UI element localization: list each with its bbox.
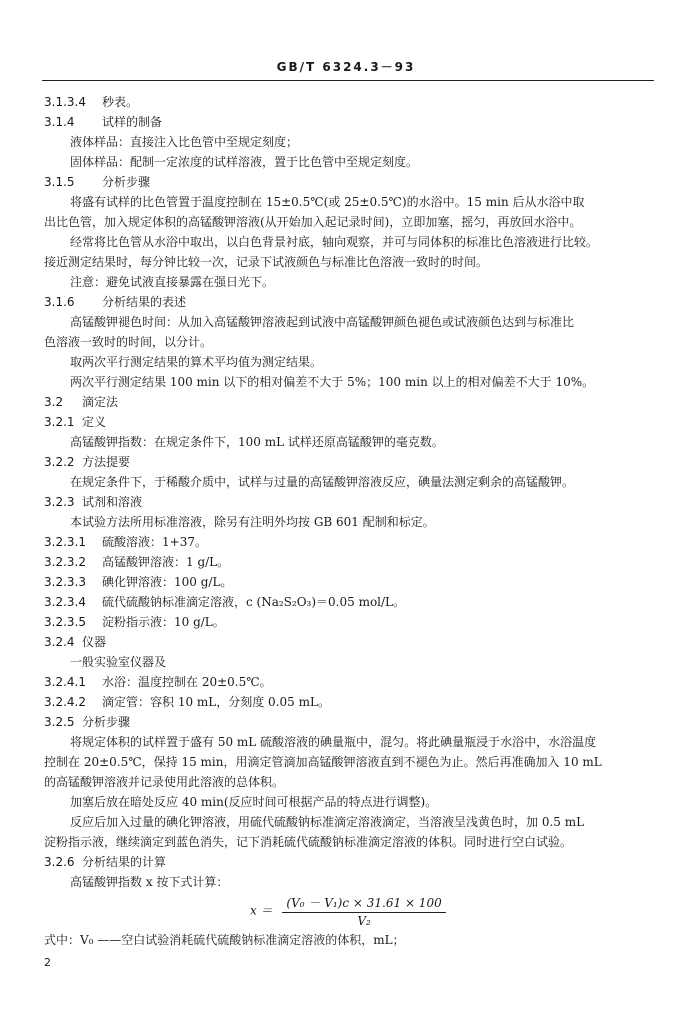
paragraph-line: 在规定条件下，于稀酸介质中，试样与过量的高锰酸钾溶液反应，碘量法测定剩余的高锰酸钾。	[70, 475, 575, 489]
clause-text: 秒表。	[102, 95, 139, 109]
clause-heading: 试剂和溶液	[82, 495, 143, 509]
clause-heading: 定义	[82, 415, 107, 429]
clause-3-2-3-2	[44, 554, 654, 570]
clause-3-2-3-1	[44, 534, 654, 550]
clause-3-2-2	[44, 454, 654, 470]
clause-text: 高锰酸钾溶液：1 g/L。	[102, 555, 230, 569]
clause-number: 3.1.6	[44, 295, 75, 309]
paragraph-line: 将盛有试样的比色管置于温度控制在 15±0.5℃(或 25±0.5℃)的水浴中。15 min 后从水浴中取	[70, 195, 585, 209]
formula-fraction	[282, 894, 445, 928]
clause-number: 3.2.3.1	[44, 535, 86, 549]
clause-3-2-4-2	[44, 694, 654, 710]
clause-3-2	[44, 394, 654, 410]
clause-3-2-3-3	[44, 574, 654, 590]
clause-number: 3.2.4	[44, 635, 75, 649]
clause-3-2-5	[44, 714, 654, 730]
paragraph-line: 将规定体积的试样置于盛有 50 mL 硫酸溶液的碘量瓶中，混匀。将此碘量瓶浸于水浴中，水浴温度	[70, 735, 597, 749]
paragraph-line: 两次平行测定结果 100 min 以下的相对偏差不大于 5%；100 min 以上的相对偏差不大于 10%。	[70, 375, 595, 389]
clause-number: 3.2.3.3	[44, 575, 86, 589]
paragraph-line: 液体样品：直接注入比色管中至规定刻度；	[70, 135, 299, 149]
clause-heading: 方法提要	[82, 455, 131, 469]
paragraph-line: 色溶液一致时的时间，以分计。	[44, 335, 213, 349]
paragraph-line: 出比色管，加入规定体积的高锰酸钾溶液(从开始加入起记录时间)，立即加塞，摇匀，再放回水浴中。	[44, 215, 582, 229]
clause-3-2-3-5	[44, 614, 654, 630]
clause-text: 水浴：温度控制在 20±0.5℃。	[102, 675, 272, 689]
clause-text: 滴定管：容积 10 mL，分刻度 0.05 mL。	[102, 695, 330, 709]
paragraph-line: 淀粉指示液，继续滴定到蓝色消失，记下消耗硫代硫酸钠标准滴定溶液的体积。同时进行空白试验。	[44, 835, 573, 849]
clause-text: 硫酸溶液：1+37。	[102, 535, 207, 549]
paragraph-line: 取两次平行测定结果的算术平均值为测定结果。	[70, 355, 323, 369]
clause-heading: 试样的制备	[102, 115, 163, 129]
clause-number: 3.1.4	[44, 115, 75, 129]
clause-number: 3.2.3.4	[44, 595, 86, 609]
paragraph-line: 的高锰酸钾溶液并记录使用此溶液的总体积。	[44, 775, 285, 789]
clause-3-2-1	[44, 414, 654, 430]
clause-heading: 分析步骤	[82, 715, 131, 729]
calculation-formula	[250, 894, 446, 928]
clause-3-2-3-4	[44, 594, 654, 610]
clause-number: 3.2.1	[44, 415, 75, 429]
paragraph-line: 反应后加入过量的碘化钾溶液，用硫代硫酸钠标准滴定溶液滴定，当溶液呈浅黄色时，加 0.5 mL	[70, 815, 585, 829]
clause-heading: 分析结果的计算	[82, 855, 167, 869]
clause-number: 3.1.5	[44, 175, 75, 189]
variable-definition: 式中：V₀ ——空白试验消耗硫代硫酸钠标准滴定溶液的体积，mL；	[44, 933, 405, 947]
clause-number: 3.2.3	[44, 495, 75, 509]
note-line: 注意：避免试液直接暴露在强日光下。	[70, 275, 275, 289]
clause-heading: 分析步骤	[102, 175, 151, 189]
formula-numerator: (V₀ － V₁)c × 31.61 × 100	[282, 894, 445, 913]
header-rule	[42, 80, 654, 81]
clause-number: 3.2.3.2	[44, 555, 86, 569]
clause-3-1-4	[44, 114, 654, 130]
paragraph-line: 加塞后放在暗处反应 40 min(反应时间可根据产品的特点进行调整)。	[70, 795, 438, 809]
clause-heading: 滴定法	[82, 395, 119, 409]
clause-number: 3.2.6	[44, 855, 75, 869]
clause-heading: 仪器	[82, 635, 107, 649]
clause-heading: 分析结果的表述	[102, 295, 187, 309]
clause-3-2-6	[44, 854, 654, 870]
paragraph-line: 经常将比色管从水浴中取出，以白色背景衬底，轴向观察，并可与同体积的标准比色溶液进行比较。	[70, 235, 599, 249]
paragraph-line: 本试验方法所用标准溶液，除另有注明外均按 GB 601 配制和标定。	[70, 515, 435, 529]
clause-3-2-3	[44, 494, 654, 510]
paragraph-line: 高锰酸钾褪色时间：从加入高锰酸钾溶液起到试液中高锰酸钾颜色褪色或试液颜色达到与标准比	[70, 315, 575, 329]
clause-text: 碘化钾溶液：100 g/L。	[102, 575, 233, 589]
clause-number: 3.2.4.2	[44, 695, 86, 709]
page-number: 2	[44, 956, 51, 969]
paragraph-line: 高锰酸钾指数 x 按下式计算：	[70, 875, 229, 889]
formula-lhs: x ＝	[250, 903, 273, 918]
paragraph-line: 一般实验室仪器及	[70, 655, 167, 669]
paragraph-line: 固体样品：配制一定浓度的试样溶液，置于比色管中至规定刻度。	[70, 155, 419, 169]
clause-number: 3.2	[44, 395, 64, 409]
clause-3-1-6	[44, 294, 654, 310]
paragraph-line: 接近测定结果时，每分钟比较一次，记录下试液颜色与标准比色溶液一致时的时间。	[44, 255, 489, 269]
clause-3-1-5	[44, 174, 654, 190]
standard-header: GB/T 6324.3－93	[276, 60, 416, 74]
clause-text: 淀粉指示液：10 g/L。	[102, 615, 225, 629]
clause-3-1-3-4	[44, 94, 654, 110]
paragraph-line: 控制在 20±0.5℃，保持 15 min，用滴定管滴加高锰酸钾溶液直到不褪色为止。然后再准确加入 10 mL	[44, 755, 602, 769]
clause-number: 3.2.2	[44, 455, 75, 469]
formula-denominator: V₂	[357, 914, 371, 928]
paragraph-line: 高锰酸钾指数：在规定条件下，100 mL 试样还原高锰酸钾的毫克数。	[70, 435, 444, 449]
clause-number: 3.2.3.5	[44, 615, 86, 629]
clause-number: 3.2.4.1	[44, 675, 86, 689]
clause-3-2-4-1	[44, 674, 654, 690]
clause-number: 3.1.3.4	[44, 95, 86, 109]
clause-text: 硫代硫酸钠标准滴定溶液，c (Na₂S₂O₃)＝0.05 mol/L。	[102, 595, 406, 609]
clause-3-2-4	[44, 634, 654, 650]
clause-number: 3.2.5	[44, 715, 75, 729]
